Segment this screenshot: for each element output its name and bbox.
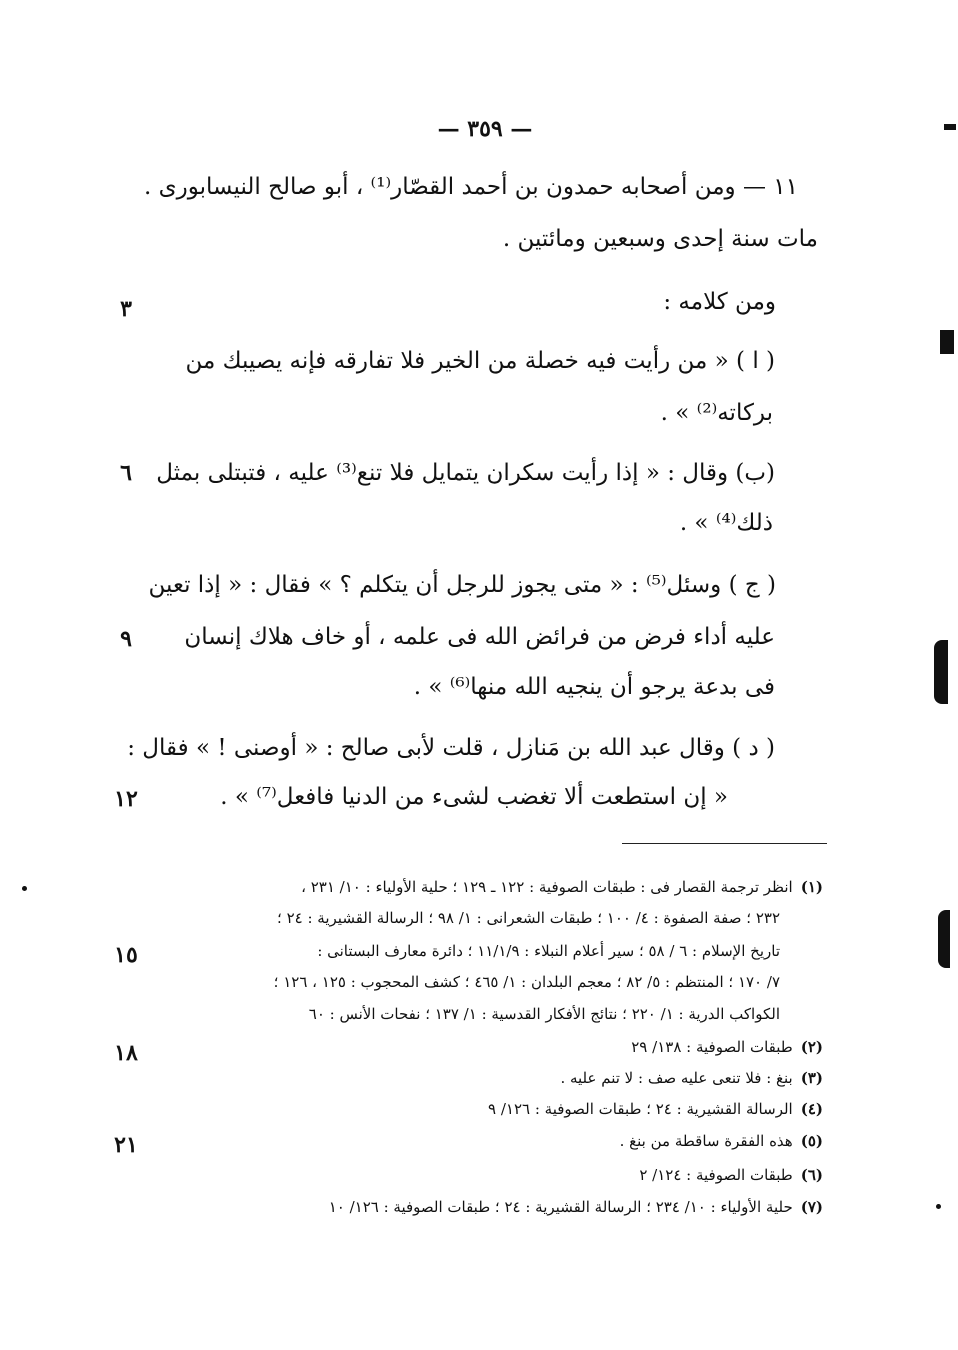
text-line: ١١ — ومن أصحابه حمدون بن أحمد القصّار⁽¹⁾ ، أبو صالح النيسابورى . bbox=[144, 174, 798, 200]
footnote-line bbox=[488, 1098, 823, 1120]
text-line: ذلك⁽⁴⁾ » . bbox=[679, 510, 773, 536]
scan-edge-mark bbox=[940, 330, 954, 354]
footnote-text: طبقات الصوفية : ١٣٨/ ٢٩ bbox=[631, 1038, 793, 1056]
footnote-number: (٦) bbox=[800, 1166, 823, 1184]
footnote-text: حلية الأولياء : ١٠/ ٢٣٤ ؛ الرسالة القشيرية : ٢٤ ؛ طبقات الصوفية : ١٢٦/ ١٠ bbox=[328, 1198, 793, 1216]
margin-line-number: ٩ bbox=[120, 626, 132, 652]
scan-dot bbox=[22, 886, 27, 891]
text-line: مات سنة إحدى وسبعين ومائتين . bbox=[502, 226, 818, 252]
footnote-number: (٣) bbox=[800, 1069, 823, 1087]
footnote-line bbox=[274, 971, 780, 993]
footnote-text: ٢٣٢ ؛ صفة الصفوة : ٤/ ١٠٠ ؛ طبقات الشعرانى : ١/ ٩٨ ؛ الرسالة القشيرية : ٢٤ ؛ bbox=[277, 909, 780, 927]
margin-line-number: ٣ bbox=[120, 296, 132, 322]
footnote-line bbox=[277, 907, 780, 929]
margin-line-number: ١٢ bbox=[114, 786, 138, 812]
scan-edge-mark bbox=[944, 124, 956, 130]
footnote-text: انظر ترجمة القصار فى : طبقات الصوفية : ١٢٢ ـ ١٢٩ ؛ حلية الأولياء : ١٠/ ٢٣١ ، bbox=[301, 878, 793, 896]
footnote-text: تاريخ الإسلام : ٦ / ٥٨ ؛ سير أعلام النبلاء : ١١/١/٩ ؛ دائرة معارف البستانى : bbox=[317, 942, 780, 960]
footnote-number: (٤) bbox=[800, 1100, 823, 1118]
text-line: ومن كلامه : bbox=[663, 289, 776, 315]
scan-dot bbox=[936, 1204, 941, 1209]
footnote-line bbox=[301, 876, 823, 898]
footnote-separator bbox=[622, 843, 827, 844]
text-line: بركاته⁽²⁾ » . bbox=[660, 400, 773, 426]
footnote-line bbox=[329, 1196, 823, 1218]
footnote-line bbox=[620, 1130, 823, 1152]
footnote-text: بنغ : فلا تنعى عليه صف : لا تنم عليه . bbox=[560, 1069, 793, 1087]
scan-edge-mark bbox=[934, 640, 948, 704]
footnote-text: هذه الفقرة ساقطة من بنغ . bbox=[619, 1132, 793, 1150]
footnote-text: الكواكب الدرية : ١/ ٢٢٠ ؛ نتائج الأفكار القدسية : ١/ ١٣٧ ؛ نفحات الأنس : ٦٠ bbox=[308, 1005, 780, 1023]
footnote-number: (٥) bbox=[800, 1132, 823, 1150]
text-line: عليه أداء فرض من فرائض الله فى علمه ، أو خاف هلاك إنسان bbox=[184, 624, 775, 650]
margin-line-number: ١٨ bbox=[114, 1040, 138, 1066]
footnote-number: (٢) bbox=[800, 1038, 823, 1056]
footnote-line bbox=[309, 1003, 780, 1025]
margin-line-number: ٢١ bbox=[114, 1132, 138, 1158]
page-number: — ٣٥٩ — bbox=[437, 116, 533, 142]
footnote-line bbox=[631, 1036, 823, 1058]
text-line: « إن استطعت ألا تغضب لشىء من الدنيا فافعل⁽⁷⁾ » . bbox=[220, 784, 728, 810]
text-line: ( د ) وقال عبد الله بن مَنازل ، قلت لأبى صالح : « أوصنى ! » فقال : bbox=[127, 735, 775, 761]
text-line: ( ا ) « من رأيت فيه خصلة من الخير فلا تفارقه فإنه يصيبك من bbox=[185, 348, 775, 374]
text-line: (ب) وقال : « إذا رأيت سكران يتمايل فلا تنع⁽³⁾ عليه ، فتبتلى بمثل bbox=[156, 460, 775, 486]
footnote-number: (٧) bbox=[800, 1198, 823, 1216]
margin-line-number: ٦ bbox=[120, 460, 132, 486]
footnote-text: الرسالة القشيرية : ٢٤ ؛ طبقات الصوفية : ١٢٦/ ٩ bbox=[488, 1100, 793, 1118]
footnote-text: طبقات الصوفية : ١٢٤/ ٢ bbox=[639, 1166, 793, 1184]
footnote-text: ٧/ ١٧٠ ؛ المنتظم : ٥/ ٨٢ ؛ معجم البلدان : ١/ ٤٦٥ ؛ كشف المحجوب : ١٢٥ ، ١٢٦ ؛ bbox=[273, 973, 780, 991]
text-line: ( ج ) وسئل⁽⁵⁾ : « متى يجوز للرجل أن يتكلم ؟ » فقال : « إذا تعين bbox=[148, 572, 776, 598]
footnote-number: (١) bbox=[800, 878, 823, 896]
margin-line-number: ١٥ bbox=[114, 942, 138, 968]
footnote-line bbox=[560, 1067, 823, 1089]
text-line: فى بدعة يرجو أن ينجيه الله منها⁽⁶⁾ » . bbox=[413, 674, 775, 700]
footnote-line bbox=[639, 1164, 823, 1186]
scan-edge-mark bbox=[938, 910, 950, 968]
footnote-line bbox=[317, 940, 780, 962]
